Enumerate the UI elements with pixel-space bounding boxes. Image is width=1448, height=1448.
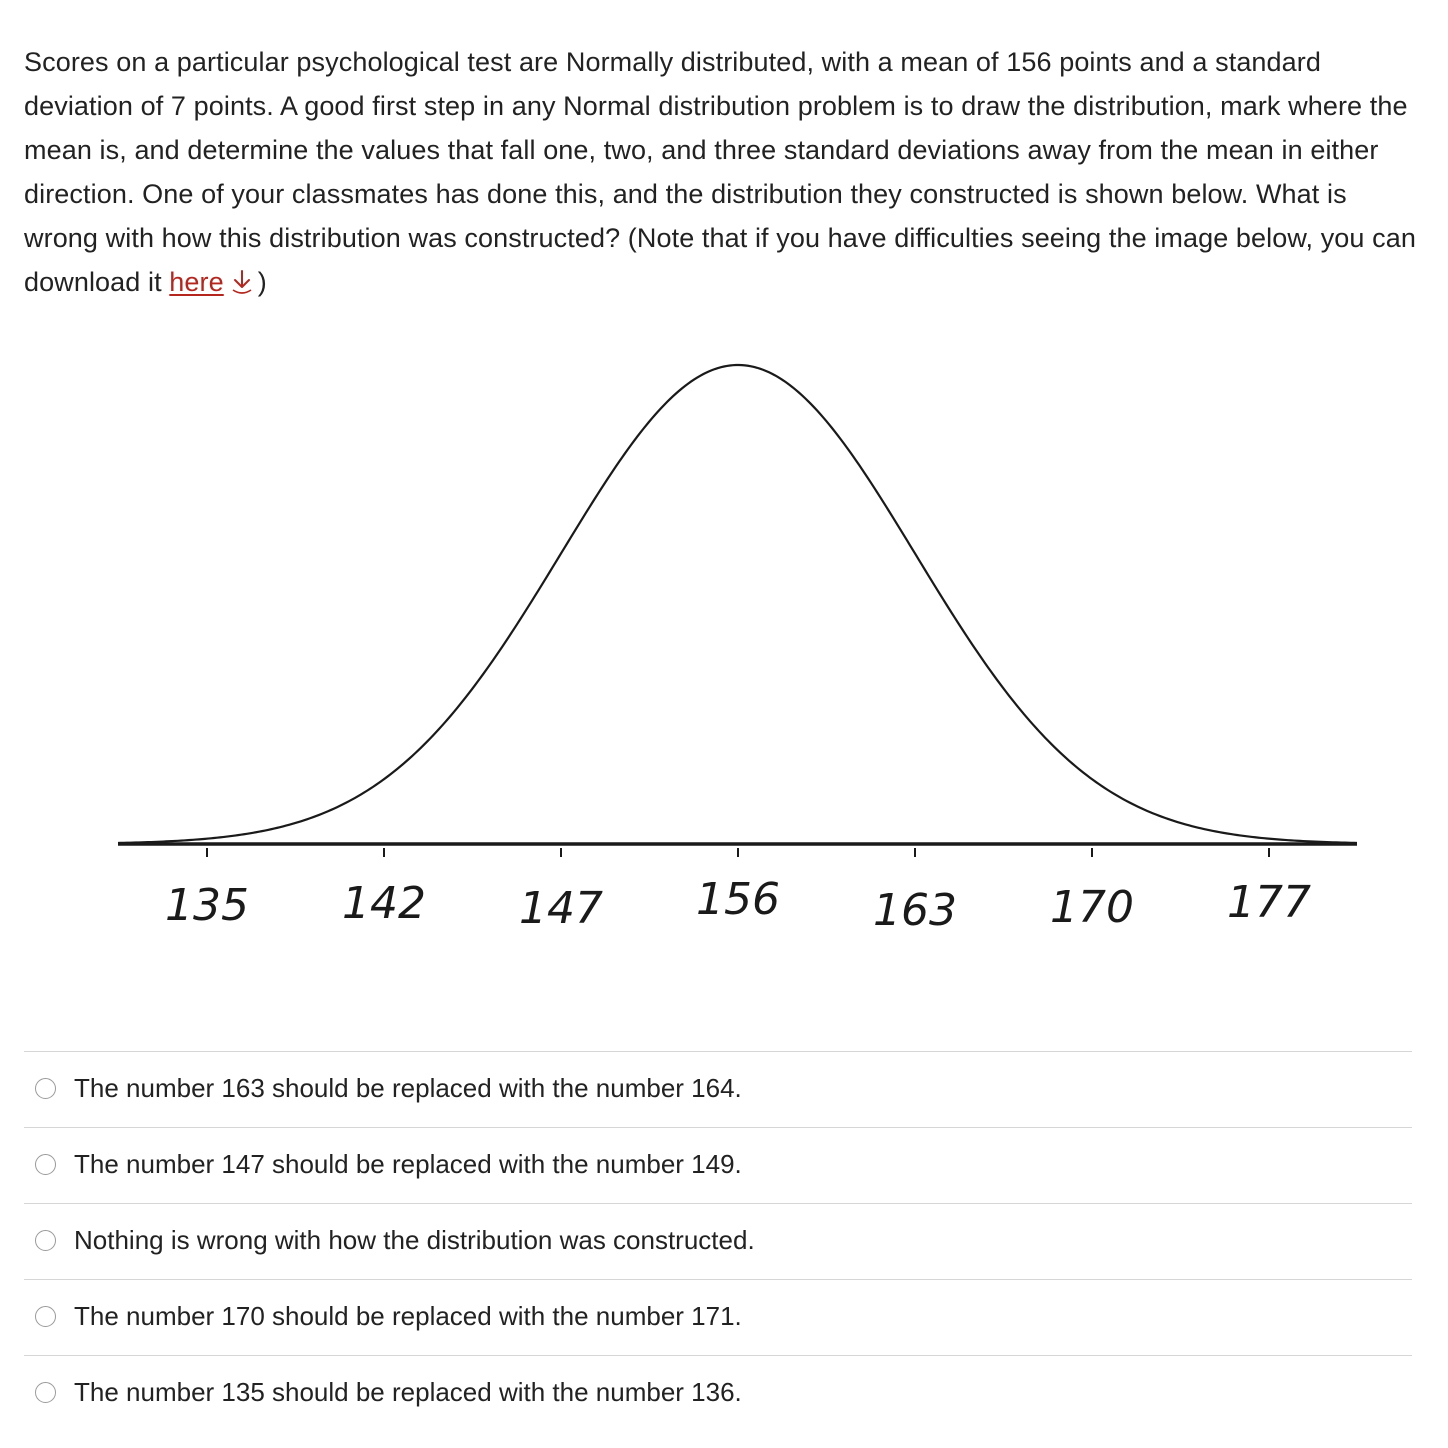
tick-label: 163 [873, 885, 957, 936]
tick-label: 156 [696, 874, 780, 925]
question-body: Scores on a particular psychological test are Normally distributed, with a mean of 156 points and a standard deviation of 7 points. A good first step in any Normal distribution problem is to draw the distribution, mark where the mean is, and determine the values that fall one, two, and three standard deviations away from the mean in either direction. One of your classmates has done this, and the distribution they constructed is shown below. What is wrong with how this distribution was constructed? (Note that if you have difficulties seeing the image below, you can download it [24, 47, 1416, 297]
tick-label: 135 [165, 880, 249, 931]
answer-label: Nothing is wrong with how the distribution was constructed. [74, 1225, 755, 1255]
radio-button[interactable] [35, 1306, 56, 1327]
answer-label: The number 147 should be replaced with the number 149. [74, 1149, 742, 1179]
answer-choices [24, 1051, 1412, 1431]
radio-button[interactable] [35, 1382, 56, 1403]
download-icon[interactable] [230, 264, 254, 308]
question-closing: ) [257, 267, 267, 297]
answer-label: The number 163 should be replaced with the number 164. [74, 1073, 742, 1103]
radio-button[interactable] [35, 1230, 56, 1251]
radio-button[interactable] [35, 1078, 56, 1099]
download-link[interactable]: here [169, 267, 224, 297]
question-text [24, 40, 1424, 308]
tick-label: 142 [342, 878, 426, 929]
distribution-sketch [0, 330, 1448, 970]
radio-button[interactable] [35, 1154, 56, 1175]
bell-curve [118, 365, 1357, 843]
answer-label: The number 170 should be replaced with the number 171. [74, 1301, 742, 1331]
answer-option[interactable] [24, 1203, 1412, 1279]
normal-distribution-figure [0, 330, 1448, 970]
tick-label: 147 [519, 883, 603, 934]
answer-option[interactable] [24, 1127, 1412, 1203]
answer-option[interactable] [24, 1355, 1412, 1431]
tick-label: 170 [1050, 882, 1134, 933]
answer-option[interactable] [24, 1279, 1412, 1355]
question-paragraph [24, 40, 1424, 308]
tick-label: 177 [1227, 877, 1311, 928]
answer-option[interactable] [24, 1051, 1412, 1127]
answer-label: The number 135 should be replaced with the number 136. [74, 1377, 742, 1407]
